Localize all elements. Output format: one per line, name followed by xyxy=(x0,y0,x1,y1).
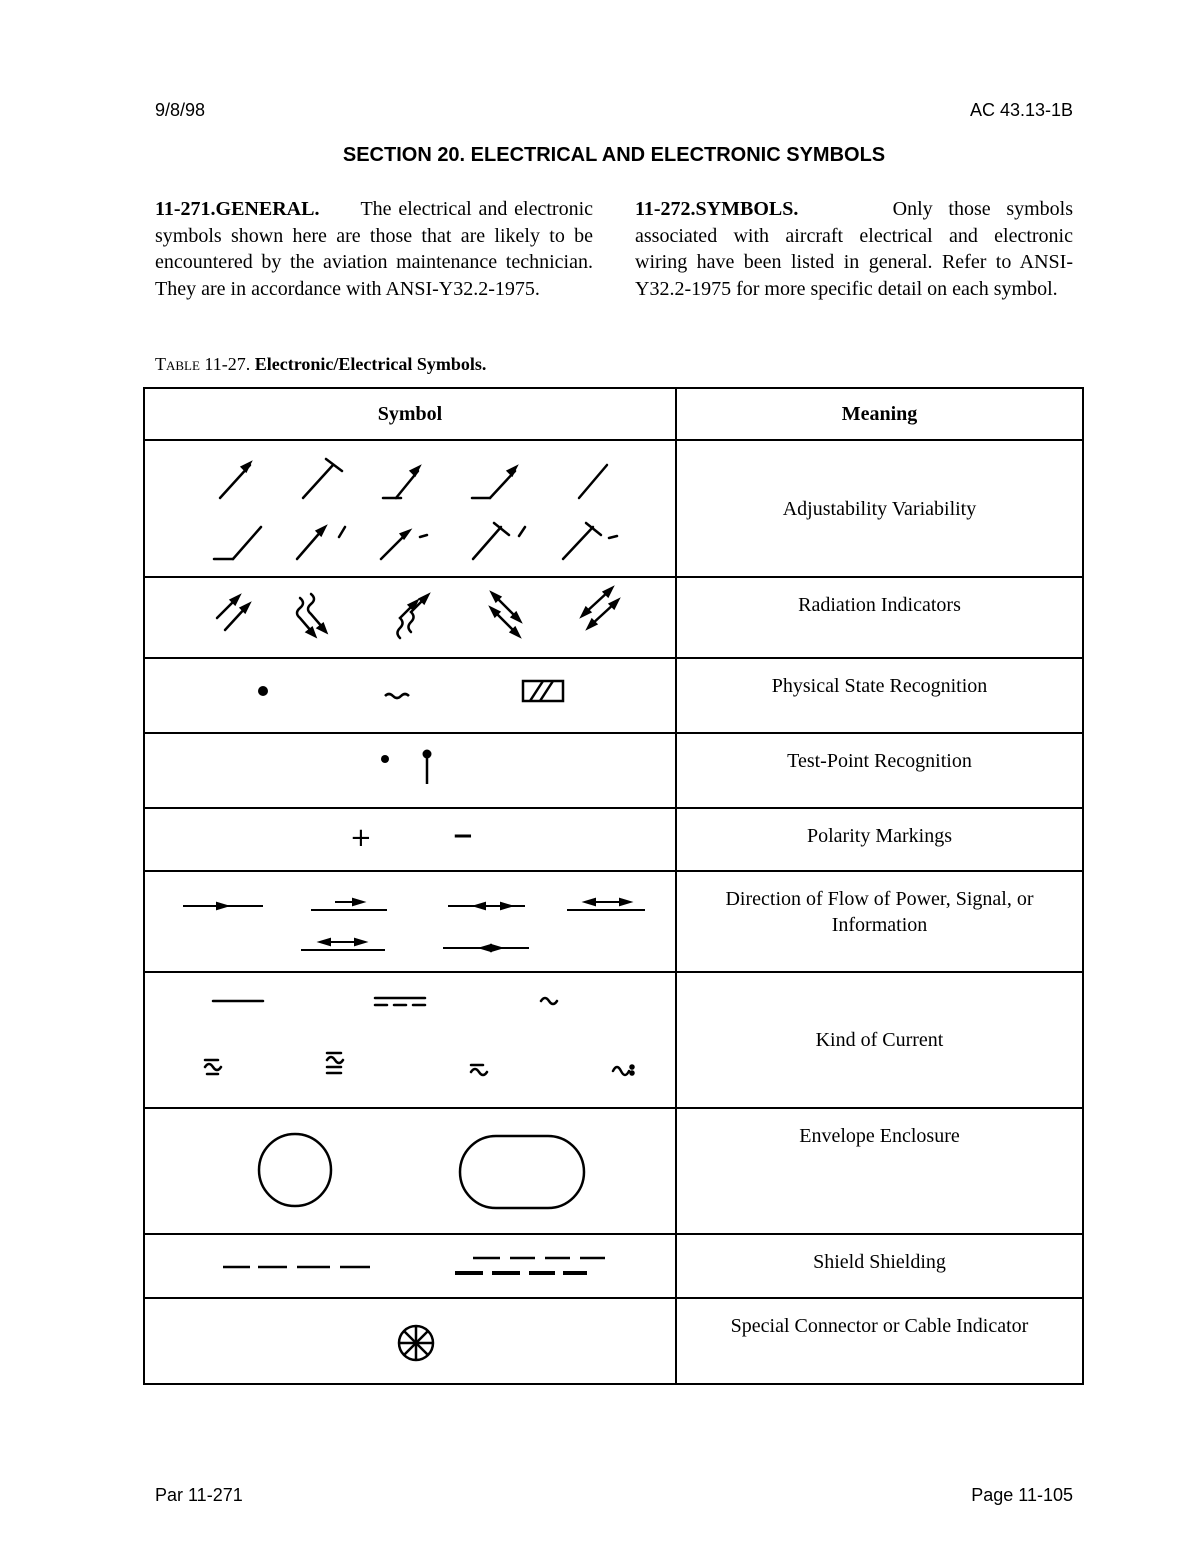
current-kind-icon xyxy=(145,973,675,1107)
table-caption xyxy=(155,354,486,375)
symbol-cell xyxy=(144,733,676,808)
minus-sign: − xyxy=(452,821,474,851)
column-header-meaning: Meaning xyxy=(676,388,1083,440)
paragraph-heading: 11-271.GENERAL. xyxy=(155,198,320,220)
symbol-cell xyxy=(144,1108,676,1234)
meaning-cell: Special Connector or Cable Indicator xyxy=(676,1298,1083,1384)
header-doc-id: AC 43.13-1B xyxy=(969,100,1073,120)
meaning-cell: Envelope Enclosure xyxy=(676,1108,1083,1234)
table-row xyxy=(144,871,1083,972)
table-row xyxy=(144,733,1083,808)
meaning-cell: Kind of Current xyxy=(676,972,1083,1108)
meaning-cell: Test-Point Recognition xyxy=(676,733,1083,808)
symbol-cell xyxy=(144,1234,676,1298)
meaning-cell: Shield Shielding xyxy=(676,1234,1083,1298)
paragraph-text: The electrical and electronic symbols shown here are those that are likely to be encountered by the aviation maintenance technician. They are in accordance with ANSI-Y32.2-1975. xyxy=(155,198,593,300)
table-row xyxy=(144,440,1083,577)
table-row xyxy=(144,808,1083,871)
symbol-cell xyxy=(144,577,676,658)
symbol-cell xyxy=(144,440,676,577)
meaning-cell: Physical State Recognition xyxy=(676,658,1083,733)
section-title: SECTION 20. ELECTRICAL AND ELECTRONIC SYMBOLS xyxy=(342,144,886,166)
meaning-cell: Adjustability Variability xyxy=(676,440,1083,577)
symbol-cell xyxy=(144,1298,676,1384)
table-row xyxy=(144,972,1083,1108)
column-header-symbol: Symbol xyxy=(144,388,676,440)
adjustability-arrows-icon xyxy=(145,441,675,576)
table-row xyxy=(144,1298,1083,1384)
meaning-cell: Radiation Indicators xyxy=(676,577,1083,658)
table-row xyxy=(144,658,1083,733)
paragraph-symbols xyxy=(635,196,1073,302)
symbol-cell xyxy=(144,972,676,1108)
meaning-cell: Polarity Markings xyxy=(676,808,1083,871)
envelope-icon xyxy=(145,1109,675,1233)
paragraph-text: Only those symbols associated with aircraft electrical and electronic wiring have been listed in general. Refer to ANSI-Y32.2-1975 for more specific detail on each symbol. xyxy=(635,198,1074,300)
symbols-table xyxy=(143,387,1084,1385)
footer-page-number: Page 11-105 xyxy=(971,1485,1073,1505)
paragraph-heading: 11-272.SYMBOLS. xyxy=(635,198,799,220)
polarity-icon xyxy=(145,809,675,870)
symbol-cell xyxy=(144,871,676,972)
table-caption-title: Electronic/Electrical Symbols. xyxy=(254,354,487,374)
header-date: 9/8/98 xyxy=(155,100,206,120)
symbol-cell xyxy=(144,808,676,871)
radiation-indicator-icon xyxy=(145,578,675,657)
table-header-row xyxy=(144,388,1083,440)
paragraph-general xyxy=(155,196,593,302)
special-connector-icon xyxy=(145,1299,675,1383)
table-row xyxy=(144,577,1083,658)
physical-state-icon xyxy=(145,659,675,732)
footer-paragraph-ref: Par 11-271 xyxy=(155,1485,243,1505)
shield-icon xyxy=(145,1235,675,1297)
symbol-cell xyxy=(144,658,676,733)
table-row xyxy=(144,1108,1083,1234)
table-caption-label: Table 11-27. xyxy=(155,354,251,374)
plus-sign: + xyxy=(350,823,372,853)
table-row xyxy=(144,1234,1083,1298)
flow-direction-icon xyxy=(145,872,675,971)
test-point-icon xyxy=(145,734,675,807)
meaning-cell: Direction of Flow of Power, Signal, or Information xyxy=(676,871,1083,972)
